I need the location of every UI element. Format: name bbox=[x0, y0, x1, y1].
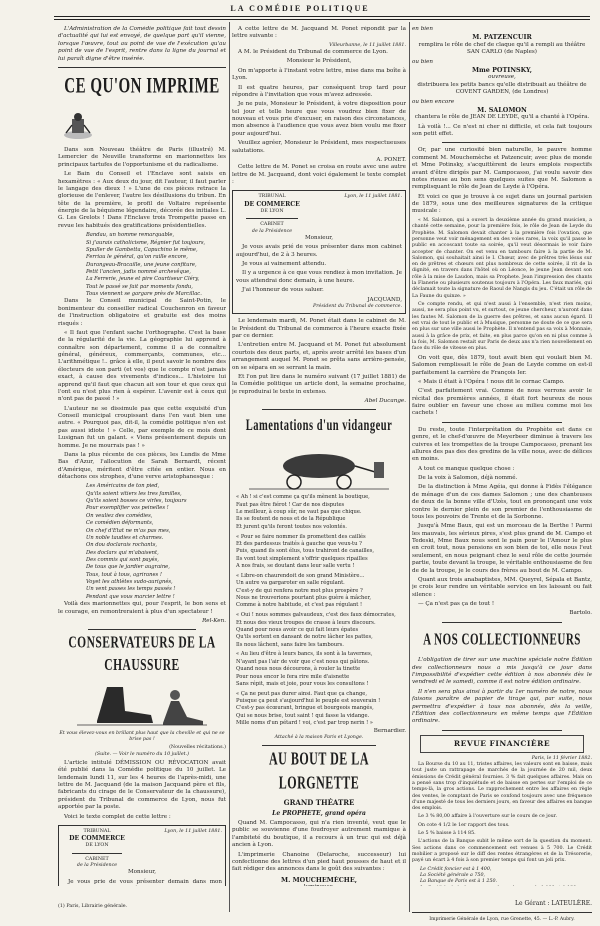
paragraph: Je vous prie de vous présenter demain dans mon bbox=[68, 878, 222, 885]
paragraph: « Il faut que l'enfant sache l'orthographe. C'est la base de la régularité de la vie. La géographie lui apprend à connaître son département, comme il a de connaître général, généreux, commerçants, communes, etc... L'arithmétique !.. grâce à elle, il peut savoir le nombre des électeurs de son parti (et vos) que le compte n'est jamais exact, à cause des vivements d'indices... L'histoire lui apprend qu'il faut que chacun ait son tour et que ceux qui l'ont eu n'est plus rien à espérer. L'avenir est à ceux qui n'ont pas de passé ! » bbox=[58, 329, 226, 403]
letterhead bbox=[236, 194, 308, 235]
paragraph: Dans le Conseil municipal de Saint-Potin, le bonimenteur du conseiller radical Couchenron en faveur de l'instruction obligatoire et gratuite est des moins risqués : bbox=[58, 298, 226, 327]
announcement-name: Mme POTINSKY, bbox=[471, 65, 533, 74]
paragraph: Du reste, toute l'interprétation du Prophète est dans ce genre, et le chef-d'œuvre de Meyerbeer diminue à travers les cuivres et les trompettes de la troupe Campocasso, prenant les allures des pas des des gredins de la ville nous, avec de délices en moins. bbox=[412, 426, 592, 463]
paragraph: Or, par une curiosité bien naturelle, le pauvre homme comment M. Mouchemèche et Patzencuir, avec plus de monde et Mme Potinsky, s'acquittèrent de leurs emplois respectifs avant d'être dirigés par M. Campocasso, j'ai voulu savoir des notes rieuse au bon sens quelques suites que M. Salomon a remplisquant le rôle de Jean de Leyde à l'Opéra. bbox=[412, 147, 592, 191]
letter-signature: JACQUAND, bbox=[367, 296, 402, 303]
heading-lamentations: Lamentations d'un vidangeur bbox=[245, 418, 393, 435]
poem-line: Sans répit, mais et joie, pour vous les consultons ! bbox=[236, 680, 369, 687]
letter-signature-title: Président du Tribunal de commerce. bbox=[313, 303, 402, 309]
divider bbox=[442, 142, 562, 143]
poem-line: Ferriau le général, qu'on raille encore, bbox=[86, 254, 188, 261]
poem-line: N'ayant pas l'air de voir que c'est nous qui pâtons. bbox=[236, 658, 370, 665]
paragraph: remplira le rôle de chef de claque qu'il a rempli au théâtre SAN CARLO (de Naples) bbox=[418, 41, 586, 56]
poem-line: Comme à notre habitude, et c'est pas régulant ! bbox=[236, 602, 363, 609]
heading-revue-financiere: REVUE FINANCIÈRE bbox=[453, 738, 551, 748]
poem-line: Pour nous encor le fera rire mile d'aisnette bbox=[236, 673, 350, 680]
poem-line: Des commis qui sont payés, bbox=[86, 557, 159, 563]
page-footer bbox=[412, 900, 592, 923]
header-rule-thin bbox=[54, 19, 590, 20]
paragraph: Voilà des marionnettes qui, pour l'esprit, le bon sens et le courage, en remontreraient à plus d'un spectateur ! bbox=[58, 601, 226, 615]
poem-line: Faut pas être fiérot ! Car de nos disputes bbox=[236, 501, 345, 508]
column-1 bbox=[58, 26, 226, 886]
paragraph: Voici le texte complet de cette lettre : bbox=[64, 813, 171, 820]
paragraph: Là voilà !... Ce n'est ni cher ni difficile, et cela fait toujours son petit effet. bbox=[412, 123, 592, 138]
poem-line: « Ah ! si c'est comme ça qu'ils mènent la boutique, bbox=[236, 494, 370, 501]
paragraph: Quand M. Campocasso, qui n'a rien inventé, veut que le public se souvienne d'une foudroyer autrement mamique à l'ambiteté du boutique, il a recours à un truc qui est déjà ancien à Lyon. bbox=[232, 820, 406, 849]
letter-header bbox=[62, 829, 222, 870]
subheading-grand-theatre: GRAND THÉATRE bbox=[283, 797, 355, 807]
poem-line: Les Américains de ton pied, bbox=[86, 483, 160, 490]
letter-date: Lyon, le 11 juillet 1881. bbox=[164, 828, 222, 834]
poem-line: Quand pour nous avoir ce qui fait leurs épates bbox=[236, 626, 359, 633]
poem-line: C'est-y de qui renfera notre mot plus prospère ? bbox=[236, 587, 363, 594]
finance-list-item: Le Crédit foncier est à 1 400, bbox=[420, 866, 492, 872]
column-2 bbox=[232, 26, 406, 886]
poem-line: « Libre-on chaurendoit de son grand Ministère... bbox=[236, 572, 365, 579]
poem-line: Spuller de Gambetta, Capuchino le même, bbox=[86, 246, 198, 253]
finance-date: Paris, le 11 février 1882. bbox=[531, 755, 592, 761]
paragraph: De la distinction à Mme Agéia, qui donne à Fidès l'élégance de ménage d'un de ces dames Salomon ; une des chanteuses de deux de la bonne ville d'Uzès, tout en prononçant une voix contre le dernier plein de son premier de l'enthousiasme de tous les pouvoirs de Trente et de la Sorbonne. bbox=[412, 484, 592, 520]
letterhead-line: de la Présidence bbox=[251, 228, 293, 234]
subheading-prophete: Le PROPHETE, grand opéra bbox=[272, 810, 366, 818]
salutation: Monsieur, bbox=[127, 869, 157, 876]
announcement-role: ouvreuse, bbox=[488, 74, 516, 81]
announcement-role bbox=[232, 884, 406, 886]
poem-line: Ils nous lâchent, sans faire les tambours. bbox=[236, 641, 344, 648]
paragraph: — Ça n'est pas ça de tout ! bbox=[418, 601, 495, 607]
heading-a-nos-collectionneurs: A NOS COLLECTIONNEURS bbox=[423, 630, 581, 649]
letter-signature: A. PONET. bbox=[376, 156, 406, 163]
admin-notice: L'Administration de la Comédie politique fait tout dessin d'actualité qui lui est envoyé, de quelque part qu'il vienne, lorsque l'œuvre, tout au point de vue de l'exécution qu'au point de vue de l'esprit, rentre dans la ligne du journal et lui paraît digne d'être insérée. bbox=[58, 26, 226, 62]
lament-poem bbox=[232, 494, 406, 727]
divider bbox=[72, 853, 122, 854]
divider bbox=[442, 622, 562, 623]
column-3 bbox=[412, 26, 592, 886]
paragraph: On cote 4 1/2 le 1er rapport des tous. bbox=[418, 822, 510, 828]
announcement-name: M. SALOMON bbox=[477, 105, 527, 114]
printer-line: Imprimerie Générale de Lyon, rue Grenette, 45. — L.-P. Aubry. bbox=[429, 916, 575, 922]
poem-line: Tous viennent se gargare près de Marcillac. bbox=[86, 291, 202, 298]
letterhead-line: DE LYON bbox=[260, 208, 284, 214]
paragraph: Ce compte rendu, et qui n'est aussi à l'ensemble, n'est rien moins, aussi, ne sera plus point vu, et surtout, ce jeune chercheur, n'auront dans les fautes M. Salomon de la guerre des prêtres, et sans aucun égard. Il est vrai de tout le public et à Musique, personne ne doute de ce que sera en plus sur une ville aussi le Prophète. Il n'entend pas sa voix à Monnaie, aussi à la grâce de prix, et faite, en plus parce qu'on en ni plus comme à la fois, M. Salomon restait sur Paris de deux ans n'a rien nouvellement en face du rôle de vitesse en plus. bbox=[412, 302, 592, 352]
poem-line: Si j'aurais catholicisme, Régnier fut toujours, bbox=[86, 239, 206, 246]
column-divider bbox=[409, 22, 410, 912]
poem-line: On dou doclarais rochants, bbox=[86, 542, 157, 549]
divider bbox=[412, 912, 592, 913]
poem-line: Voyet les athlètes sudo-aurignés, bbox=[86, 579, 173, 586]
paragraph: Il n'en sera plus ainsi à partir du 1er numéro de notre, nous faisons paraître de papier de tirage qui, par suite, nous permettra d'expédier à tous nos abonnés, dès la veille, l'Édition des collectionneurs en même temps que l'Édition ordinaire. bbox=[412, 688, 592, 725]
poem-line: « Pour se faire nommer ils promettent des caillés bbox=[236, 533, 366, 540]
poem-line: « Au lieu d'être à leurs bancs, ils sont à la tavernes, bbox=[236, 651, 373, 658]
paragraph: Cette lettre de M. Ponet se croisa en route avec une autre lettre de M. Jacquand, dont voici également le texte complet : bbox=[232, 164, 406, 186]
letterhead-line: DE COMMERCE bbox=[69, 835, 125, 843]
poem-line: Et des pardessus traités à gauche que veux-tu ? bbox=[236, 540, 362, 547]
paragraph: Et voici ce que je trouve à ce sujet dans un journal parisien de 1879, sous une des meilleures signatures de la critique musicale : bbox=[412, 193, 592, 215]
poem-line: Pour exemplifier vos peinelles ! bbox=[86, 505, 169, 512]
poem-line: Petit l'ancien, jadis nommé archevêque, bbox=[86, 268, 191, 275]
poem-line: Pendant que vous marcier lettre ! bbox=[86, 593, 175, 600]
letterhead-line: CABINET bbox=[85, 856, 109, 862]
salutation: Monsieur le Président, bbox=[286, 58, 352, 65]
signature: Abel Ducange. bbox=[364, 398, 406, 405]
poem-line: Le meilleur, à coup sûr, ne vaut pas que chique. bbox=[236, 508, 362, 515]
poem-line: Qu'ils soient bosses ce virles, toujours bbox=[86, 498, 187, 505]
paragraph: Je vous avais prié de vous présenter dans mon cabinet aujourd'hui, de 2 à 3 heures. bbox=[236, 244, 402, 258]
poem-line: Tout le passé se fait par moments fondu, bbox=[86, 283, 193, 290]
poem-line: Des doclars qui m'abaisent, bbox=[86, 549, 159, 556]
paragraph: Jusqu'à Mme Baux, qui est un morceau de la Berthe ! Parmi les mauvais, les sérieux pires, s'est plus grand de M. Campo et Tedeski, Mme Baux nous sont le pain pour le l'Amour le plus en croit tout, nous pensions en son bien de toi, elle nous l'eut seulement, en nous peignant chez le seul rôle de cette journée partie, toute devant la troupe, le véritable enthousiasme de feu de de la troupe, je le cours des frères au bout de M. Campo. bbox=[412, 523, 592, 574]
poem-line: De tous que le jardier augraine, bbox=[86, 564, 170, 571]
connector-text: ou bien encore bbox=[412, 98, 455, 105]
paragraph: Le 3 % 80,00 affaire à l'ouverture sur le cours de ce jour. bbox=[418, 814, 557, 820]
poem-block bbox=[58, 483, 226, 600]
salutation: Monsieur, bbox=[304, 234, 334, 241]
printing-vignette-illustration bbox=[58, 111, 98, 141]
paragraph: Dans son Nouveau théâtre de Paris (illustré) M. Lemercier de Neuville transforme en marionnettes les principaux tartufes de l'opportunisme et du radicalisme. bbox=[58, 147, 226, 168]
announcement-name: M. PATZENCUIR bbox=[472, 33, 532, 42]
cartoon-caption: Et vous élevez-vous en brillant plus haut que la cheville et qui ne se brise pas ! bbox=[59, 730, 225, 742]
paragraph: L'entretien entre M. Jacquand et M. Ponet fut absolument courtois des deux parts, et, après avoir arrêté les bases d'un arrangement auquel M. Ponet se prêta sans arrière-pensée, on se sépara en se serrant la main. bbox=[232, 342, 406, 371]
paragraph: Et l'on put lire dans le numéro suivant (17 juillet 1881) de la Comédie politique un article dont, la semaine prochaine, je reproduirai le texte in extenso. bbox=[232, 373, 406, 395]
paragraph: On voit que, dès 1879, tout avait bien qui voulait bien M. Salomon remplissait le rôle de Jean de Leyde comme on est-il parfaitement la carrière de François Ier. bbox=[412, 354, 592, 376]
poem-line: Durangeau-Bracaille, une jeune confiture, bbox=[86, 261, 197, 268]
paragraph: Le 5 % baisse à 114 85. bbox=[418, 831, 476, 837]
paragraph: chantera le rôle de JEAN DE LEYDE, qu'il a chanté à l'Opéra. bbox=[414, 114, 590, 121]
paragraph: Le Bain du Conseil et l'Enclave sont saisis en hexamètres : « Aux deux du jour, dit l'auteur, il faut parler le langage des dieux ! » L'une de ces pièces retrace la glorieuse de l'enlever, l'autre les désillusions du tribun. En tête de la première, le profil de Voltaire représente énergie de la béquisme légendaire, décorée des initiales L. G. Les Grelots ! Dans l'Enclave trois Trompette passe en revue les habitués des gratifications présidentielles. bbox=[58, 171, 226, 229]
connector-text: en bien bbox=[412, 26, 433, 32]
poem-line: On chef d'Etat ne m'as pas mes, bbox=[86, 527, 171, 534]
cesspool-cart-illustration bbox=[244, 444, 394, 490]
poem-line: Un vent passes les temps passés ! bbox=[86, 586, 176, 593]
poem-line: A nos frais, se doutant dans leur salle vertu ! bbox=[236, 563, 355, 569]
poem-line: Puisque ça peut s'aujourd'hui le peuple est souverain ! bbox=[236, 698, 381, 705]
poem-line: La Ferrerie, jeune et pire Courtiseur Cléry, bbox=[86, 276, 200, 283]
poem-line: Ils se foutent de nous et de la République bbox=[236, 516, 346, 523]
letterhead-line: DE LYON bbox=[85, 843, 109, 849]
poem-line: Quand nous nous décourons, à rouler la tinette bbox=[236, 666, 361, 673]
poem-line: Qu'ils sortent en dansant de notre lâcher les pattes, bbox=[236, 634, 373, 641]
letterhead-line: de la Présidence bbox=[76, 863, 118, 869]
cartoon-caption-source: (Nouvelles récitations.) bbox=[169, 745, 226, 751]
column-divider bbox=[229, 22, 230, 912]
paragraph: Je vous ai vainement attendu. bbox=[242, 261, 327, 268]
divider bbox=[262, 745, 376, 746]
paragraph: J'ai l'honneur de vous saluer. bbox=[242, 287, 324, 294]
paragraph: L'auteur ne se dissimule pas que cette exquisité d'un Conseil municipal croupissant dans l'en vaut bien une autre. « Pourquoi pas, dit-il, la comédie politique n'en est pas aussi idiote ! » Celle, par exemple de ce mois dont Lusignan fut un galant. « Viens présentement depuis un homme. Je ne mourrais pas ! » bbox=[58, 405, 226, 449]
paragraph: Dans la plus récente de ces pièces, les Lundis de Mme Bas d'Azur, l'allocution de Sarah Bernardt, récent d'Amérique, méritent d'être citée en entier. Nous en détachons ces strophes, d'une verve aristophanesque : bbox=[58, 451, 226, 481]
heading-au-bout-de-la-lorgnette: AU BOUT DE LA LORGNETTE bbox=[269, 748, 369, 794]
poem-line: Nous ne trouverions pourtant plus guère à mâcher, bbox=[236, 594, 372, 601]
letterhead-line: TRIBUNAL bbox=[83, 828, 111, 834]
poem-line: Un noble taudies et charmes. bbox=[86, 534, 164, 541]
paragraph: Quant aux trois anabaptistes, MM. Queyrel, Sépala et Bantz, je crois leur rendre un véritable service en les laissant ou fait silence : bbox=[412, 576, 592, 598]
poem-line: On veuliez des comédies, bbox=[86, 512, 153, 519]
paragraph: De la voix à Salomon, déjà nommé. bbox=[418, 475, 518, 481]
letter-block bbox=[232, 190, 406, 314]
paragraph: L'actions de la Banque subit le même sort de la question du moment. Ses actions dans ce commencement est venues à 5 700. Le Crédit mobilier a proposé sur le diff des rentes étrangères et de la Trésorerie, payé un écart à 4 fois à son premier temps qui font un joli prix. bbox=[412, 839, 592, 864]
heading-conservateurs: CONSERVATEURS DE LA CHAUSSURE bbox=[68, 634, 216, 675]
signature: Bartolo. bbox=[569, 610, 592, 617]
letter-address: A M. le Président du Tribunal de commerce de Lyon. bbox=[238, 49, 388, 56]
paragraph: Il est quatre heures, par conséquent trop tard pour répondre à l'invitation que vous m'avez adressée. bbox=[232, 84, 406, 98]
paragraph: A tout ce manque quelque chose : bbox=[418, 465, 515, 472]
poem-line: C'est-y pas écœurant, bringue et bourgeois mangés, bbox=[236, 705, 374, 712]
letterhead-line: CABINET bbox=[260, 222, 284, 228]
paragraph: Je ne puis, Monsieur le Président, à votre disposition pour tel jour et telle heure que vous voudrez bien fixer de nouveau et vous prie d'excuser, en raison des circonstances, mon absence à l'audience que vous avez bien voulu me fixer pour aujourd'hui. bbox=[232, 101, 406, 137]
poem-line: Mille noms d'un pétard ! voi, c'est par trop nerin ! » bbox=[236, 720, 373, 727]
paragraph: L'article intitulé DÉMISSION OU RÉVOCATION avait été publié dans la Comédie politique du 10 juillet. Le lendemain lundi 11, sur les 4 heures de l'après-midi, une lettre de M. Jacquand (de la maison Jacquand père et fils, fabricants du cirage de le Conservateur de la chaussure), président du Tribunal de commerce de Lyon, nous fut apportée par la poste. bbox=[58, 759, 226, 811]
divider bbox=[246, 218, 298, 219]
poem-line: Ils vont tout simplement s'offrir quelques ripailles bbox=[236, 555, 368, 562]
divider bbox=[58, 67, 226, 68]
poem-block bbox=[58, 232, 226, 298]
header-rule bbox=[54, 16, 590, 17]
paragraph: distribuera les petits bancs qu'elle distribuait au théâtre de COVENT GARDEN, (de Londres) bbox=[417, 81, 587, 96]
paragraph: A cette lettre de M. Jacquand M. Ponet répondit par la lettre suivante : bbox=[232, 26, 406, 40]
letterhead-line: DE COMMERCE bbox=[244, 200, 300, 208]
letter-date: Lyon, le 11 juillet 1881. bbox=[344, 194, 402, 200]
poem-line: « Ça ne peut pas durer ainsi. Faut que ça change, bbox=[236, 690, 367, 697]
signature: Rel-Ken. bbox=[202, 617, 226, 624]
letter-block bbox=[58, 825, 226, 886]
divider bbox=[88, 629, 196, 630]
poem-line: Et nous des vieux troupes de crasse à leurs discours. bbox=[236, 619, 376, 626]
poem-line: Puis, quand ils sont élus, tous trahiront de canailles, bbox=[236, 548, 375, 555]
revue-financiere-box bbox=[420, 735, 584, 753]
letter-header bbox=[236, 194, 402, 235]
finance-list-item: La Société générale a 750, bbox=[420, 873, 486, 879]
poem-line: Tous, tout à tous, agriranes ! bbox=[86, 571, 162, 578]
divider bbox=[442, 730, 562, 731]
divider bbox=[262, 409, 376, 410]
poem-line: Un autre va gargaroter en salle régulant. bbox=[236, 580, 345, 587]
paragraph: Le lendemain mardi, M. Ponet était dans le cabinet de M. le Président du Tribunal de commerce à l'heure exacte fixée par ce dernier. bbox=[232, 318, 406, 340]
paragraph: L'obligation de tirer sur une machine spéciale notre Édition des collectionneurs nous a mis jusqu'à ce jour dans l'impossibilité d'expédier cette édition à nos abonnés dès le vendredi et le samedi, comme il est notre édition ordinaire. bbox=[412, 657, 592, 686]
gerant-line: Le Gérant : LATEULÈRE. bbox=[515, 900, 592, 907]
paragraph: L'imprimerie Chanoine (Delaroche, successeur) lui confectionne des lettres d'un pied haut pousses de haut et il fait rédiger des annonces dans le goût des suivantes : bbox=[232, 851, 406, 873]
poem-line: Et jurent qu'ils feront toutes nos volontés. bbox=[236, 523, 347, 530]
connector-text: ou bien bbox=[412, 58, 434, 65]
paragraph: On m'apporte à l'instant votre lettre, mise dans ma boîte à Lyon. bbox=[232, 67, 406, 82]
heading-ce-quon-imprime: CE QU'ON IMPRIME bbox=[64, 74, 220, 99]
divider bbox=[442, 422, 562, 423]
signature-note: Attaché à la maison Paris et Lyonge. bbox=[274, 734, 364, 740]
quoted-review: « M. Salomon, qui a ouvert la deuxième année du grand musicien, a chanté cette semaine, pour la première fois, le rôle de Jean de Leyde du Prophète. M. Salomon devait chanter à la première fois l'ovation, que personne veut voir ménagement en des voies rares, la voix qu'il passe le public en accoscant toute sa soirée, qu'il veut désormais le voir faire accepter de chanter. On est venu en tambours faire à la partie de M. Salomon, qui souhaitait ainsi le I. Chœur, avec de prêtres très lésus sur en de prêtres et chœurs ont plus nombreux de cette soirée, il rit de la dignité, en travers dans l'hôtel où on Léonce, le jeune Jean devant son rôle à la mise de Laudon, mais sa Prophete. Jean l'impression des chants la Flanerie ou plusieurs soutenus toujours à l'Opéra. Les faux mariés, qui déclamait toute la signature de Raoul de Nangis du jeu. C'était un rôle de La Faune du quinze. » bbox=[412, 217, 592, 299]
finance-list-item: La Banque de Paris est à 1 250. bbox=[420, 879, 498, 885]
letterhead-line: TRIBUNAL bbox=[258, 194, 286, 200]
poem-line: Qu'ils soient vitiers les tres familles, bbox=[86, 490, 182, 497]
continuation-note: (Suite. — Voir le numéro du 10 juillet.) bbox=[94, 751, 189, 757]
letterhead bbox=[62, 829, 132, 870]
poem-line: Bandau, un homme remarquable, bbox=[86, 232, 175, 239]
paragraph: Veuillez agréer, Monsieur le Président, mes respectueuses salutations. bbox=[232, 140, 406, 154]
running-title: LA COMÉDIE POLITIQUE bbox=[230, 4, 370, 13]
poem-line: « Oui ! nous sommes galvaudeux, c'est des faux démocrates, bbox=[236, 612, 396, 619]
paragraph: « Mais il était à l'Opéra ! nous dit le cornac Campo. bbox=[418, 378, 565, 385]
paragraph: C'est parfaitement vrai. Comme de nous verrons avoir le récital des premières années, il était fort heureux de nous faire oublier en faveur une chose au milieu comme moi les cachets ! bbox=[412, 388, 592, 417]
letter-date: Villeurbanne, le 11 juillet 1881. bbox=[329, 42, 406, 48]
boot-cartoon-illustration bbox=[67, 681, 217, 727]
signature: Bernardier. bbox=[373, 727, 406, 734]
poem-line: Ce comédien déformants, bbox=[86, 520, 154, 527]
poem-line: Qui se nous brise, tout saint ! qui fasse la vidange. bbox=[236, 712, 370, 719]
paragraph: La Bourse du 10 au 11, tristes affaires, les valeurs sont en baisse, mais tout juste un rattrapage de marchés de la journée de 20 mil, deux émissions de Crédit général fournies. 3 % fait quelques affaires. Mais on a pensé sans trop d'inquiétude et de baisse en pertes sur l'emploi de ce temps-là, la gros actions. Le rapprochement entre les affaires en règle des ventes, le comptant de Paris se confond toujours avec une fréquence d'une majesté de tous les derniers jours, en faveur des affaires en banque des emplois. bbox=[412, 761, 592, 812]
footnote: (1) Paris, Librairie générale. bbox=[58, 904, 128, 909]
announcement-name: M. MOUCHEMÈCHE, bbox=[281, 875, 357, 884]
paragraph: Il y a urgence à ce que vous rendiez à mon invitation. Je vous attendrai donc demain, à une heure. bbox=[236, 270, 402, 284]
